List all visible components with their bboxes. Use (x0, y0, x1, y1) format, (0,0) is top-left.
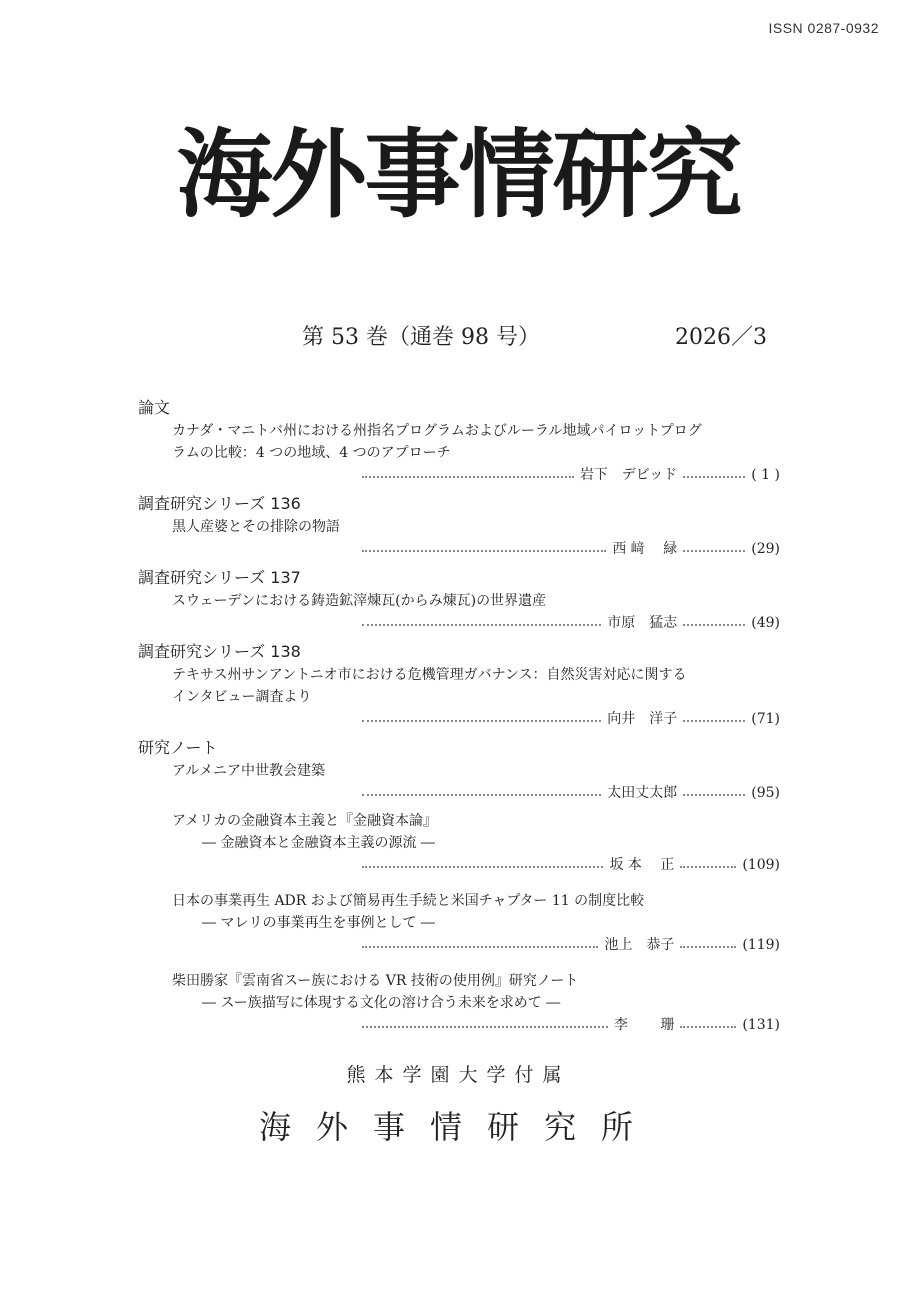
dot-leader (683, 550, 745, 552)
article-author: 岩下 デビッド (579, 467, 678, 483)
article-title: スウェーデンにおける鋳造鉱滓煉瓦(からみ煉瓦)の世界遺産 (172, 593, 547, 609)
issue-date: 2026／3 (675, 325, 767, 350)
article-subtitle: ― 金融資本と金融資本主義の源流 ― (202, 835, 435, 851)
dot-leader (362, 946, 598, 948)
dot-leader (362, 624, 601, 626)
article-entry[interactable] (138, 590, 780, 634)
article-title: カナダ・マニトバ州における州指名プログラムおよびルーラル地域パイロットプログ (172, 423, 702, 439)
article-entry[interactable] (138, 970, 780, 1036)
byline (362, 708, 780, 730)
byline (362, 538, 780, 560)
byline (362, 1014, 780, 1036)
section-heading: 調査研究シリーズ 136 (138, 494, 301, 513)
table-of-contents (138, 396, 780, 1036)
dot-leader (362, 794, 601, 796)
dot-leader (683, 794, 745, 796)
article-entry[interactable] (138, 890, 780, 956)
section-heading: 調査研究シリーズ 138 (138, 642, 301, 661)
dot-leader (362, 720, 601, 722)
section-heading: 調査研究シリーズ 137 (138, 568, 301, 587)
volume-line (0, 320, 917, 352)
article-page: (131) (742, 1017, 780, 1033)
article-page: (49) (751, 615, 780, 631)
article-subtitle: ― マレリの事業再生を事例として ― (202, 915, 435, 931)
article-page: (29) (751, 541, 780, 557)
article-author: 李 珊 (613, 1017, 675, 1033)
article-title: アメリカの金融資本主義と『金融資本論』 (172, 813, 438, 829)
byline (362, 782, 780, 804)
issn-number: ISSN 0287-0932 (768, 20, 879, 36)
article-entry[interactable] (138, 420, 780, 486)
dot-leader (362, 550, 606, 552)
article-entry[interactable] (138, 516, 780, 560)
article-title: テキサス州サンアントニオ市における危機管理ガバナンス：自然災害対応に関する (172, 667, 687, 683)
byline (362, 464, 780, 486)
dot-leader (680, 866, 736, 868)
article-author: 坂 本 正 (609, 857, 675, 873)
byline (362, 854, 780, 876)
article-title: 黒人産婆とその排除の物語 (172, 519, 340, 535)
dot-leader (683, 720, 745, 722)
dot-leader (362, 866, 603, 868)
byline (362, 612, 780, 634)
article-page: (95) (751, 785, 780, 801)
volume-number: 第 53 巻（通巻 98 号） (302, 325, 540, 350)
section-heading: 研究ノート (138, 738, 218, 757)
section-heading: 論文 (138, 398, 171, 417)
article-author: 池上 恭子 (604, 937, 675, 953)
publisher-affiliation: 熊本学園大学付属 (346, 1064, 571, 1086)
article-page: (119) (742, 937, 780, 953)
article-title-cont: ラムの比較：4 つの地域、4 つのアプローチ (172, 445, 451, 461)
article-page: ( 1 ) (751, 467, 780, 483)
article-page: (71) (751, 711, 780, 727)
article-author: 市原 猛志 (607, 615, 678, 631)
article-page: (109) (742, 857, 780, 873)
article-title: 日本の事業再生 ADR および簡易再生手続と米国チャプター 11 の制度比較 (172, 893, 645, 909)
dot-leader (362, 1026, 608, 1028)
article-title: アルメニア中世教会建築 (172, 763, 326, 779)
article-subtitle: ― スー族描写に体現する文化の溶け合う未来を求めて ― (202, 995, 561, 1011)
article-title-cont: インタビュー調査より (172, 689, 312, 705)
article-author: 西 﨑 緑 (612, 541, 678, 557)
article-author: 太田丈太郎 (607, 785, 678, 801)
article-entry[interactable] (138, 664, 780, 730)
journal-title: 海外事情研究 (176, 118, 741, 231)
article-entry[interactable] (138, 760, 780, 804)
article-author: 向井 洋子 (607, 711, 678, 727)
dot-leader (680, 1026, 736, 1028)
article-title: 柴田勝家『雲南省スー族における VR 技術の使用例』研究ノート (172, 973, 579, 989)
dot-leader (680, 946, 736, 948)
byline (362, 934, 780, 956)
dot-leader (362, 476, 574, 478)
dot-leader (683, 476, 745, 478)
publisher-name: 海外事情研究所 (258, 1108, 658, 1146)
article-entry[interactable] (138, 810, 780, 876)
dot-leader (683, 624, 745, 626)
